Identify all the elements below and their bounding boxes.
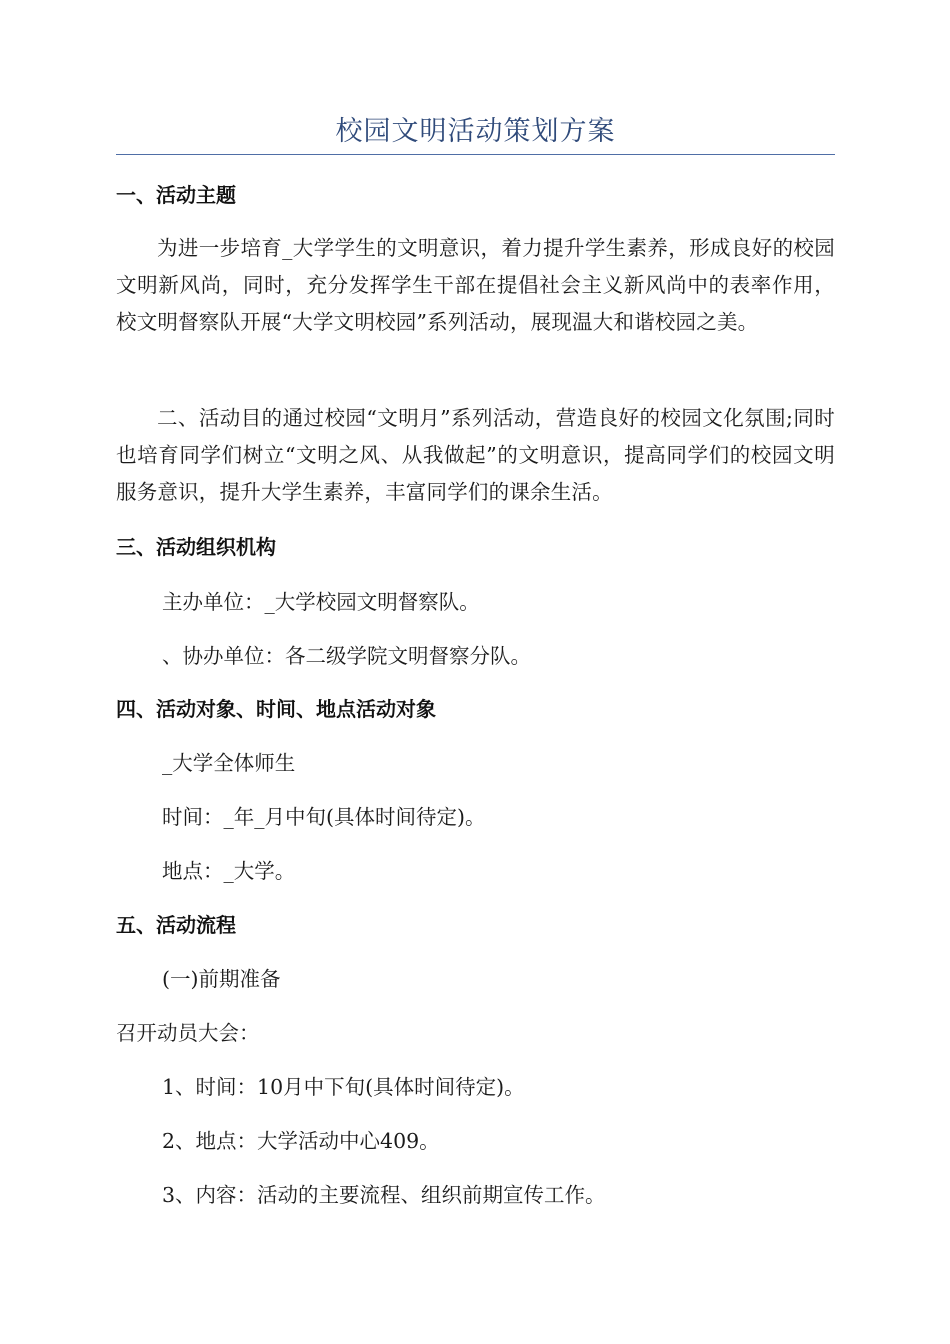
list-item-time: 1、时间：10月中下旬(具体时间待定)。 [162, 1075, 525, 1099]
section-heading-theme: 一、活动主题 [116, 183, 236, 207]
section-heading-organization: 三、活动组织机构 [116, 535, 276, 559]
page-title: 校园文明活动策划方案 [335, 116, 616, 147]
text-time: 时间：_年_月中旬(具体时间待定)。 [162, 805, 486, 829]
text-target: _大学全体师生 [162, 751, 296, 775]
title-underline [116, 154, 835, 155]
section-heading-process: 五、活动流程 [116, 913, 236, 937]
list-item-content: 3、内容：活动的主要流程、组织前期宣传工作。 [162, 1183, 606, 1207]
text-place: 地点：_大学。 [162, 859, 296, 883]
text-host-unit: 主办单位：_大学校园文明督察队。 [162, 590, 480, 614]
text-co-organizer: 、协办单位：各二级学院文明督察分队。 [162, 644, 531, 668]
text-mobilization-meeting: 召开动员大会： [116, 1021, 260, 1045]
section-heading-target-time-place: 四、活动对象、时间、地点活动对象 [116, 697, 436, 721]
paragraph-theme: 为进一步培育_大学学生的文明意识，着力提升学生素养，形成良好的校园文明新风尚，同时，充分发挥学生干部在提倡社会主义新风尚中的表率作用，校文明督察队开展“大学文明校园”系列活动，展现温大和谐校园之美。 [116, 236, 835, 334]
list-item-place: 2、地点：大学活动中心409。 [162, 1129, 440, 1153]
paragraph-purpose: 二、活动目的通过校园“文明月”系列活动，营造良好的校园文化氛围;同时也培育同学们树立“文明之风、从我做起”的文明意识，提高同学们的校园文明服务意识，提升大学生素养，丰富同学们的课余生活。 [116, 406, 835, 504]
text-preparation-subheading: (一)前期准备 [162, 967, 281, 991]
